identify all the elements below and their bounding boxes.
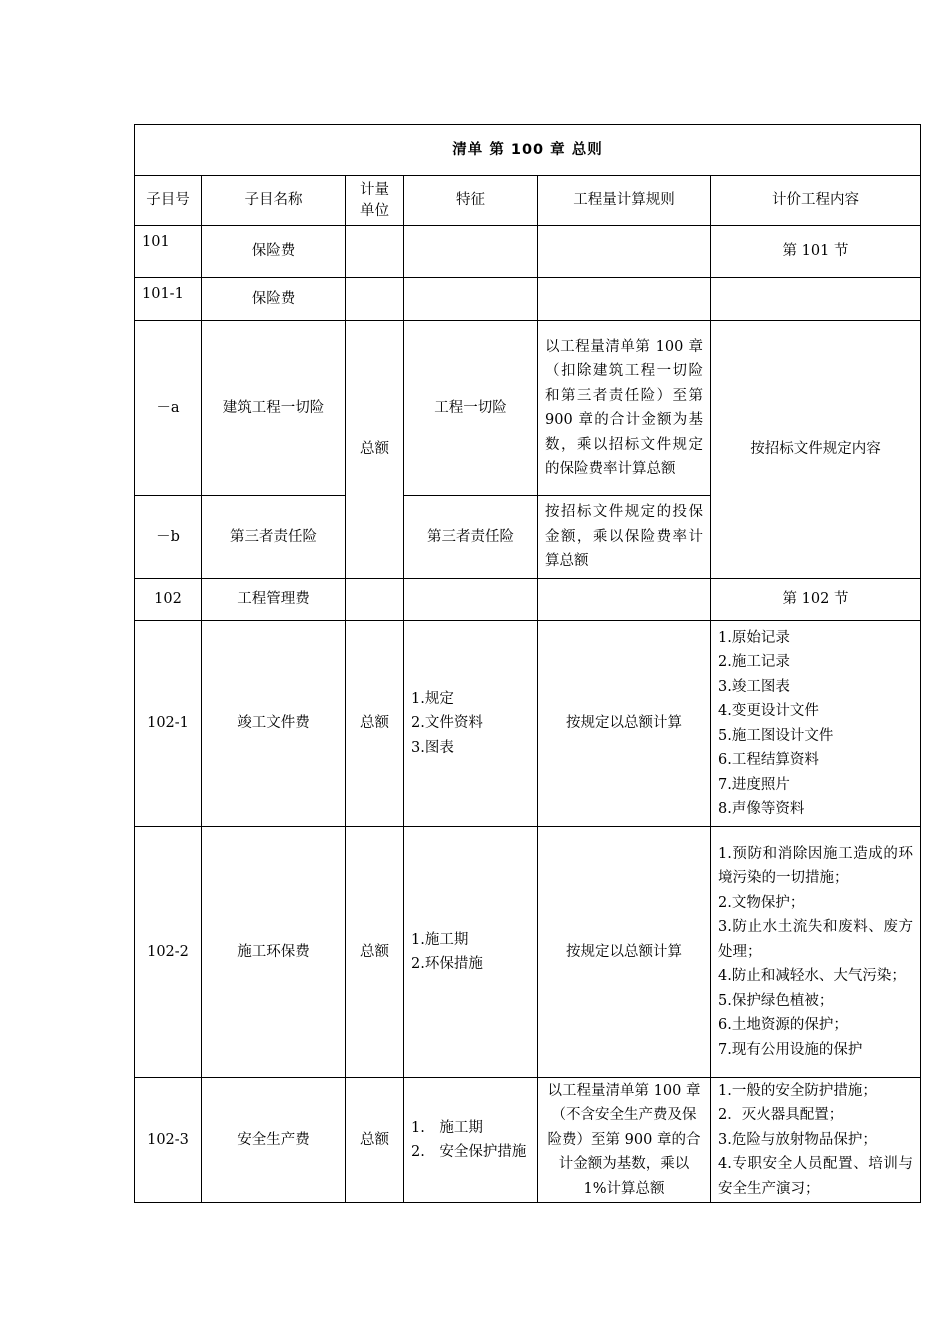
row-rule: 按招标文件规定的投保金额，乘以保险费率计算总额 <box>538 496 711 579</box>
row-name: 工程管理费 <box>202 579 346 621</box>
table-row <box>135 278 921 321</box>
list-item: 6.土地资源的保护； <box>718 1017 848 1034</box>
row-name: 施工环保费 <box>202 827 346 1078</box>
row-rule: 按规定以总额计算 <box>538 827 711 1078</box>
row-unit: 总额 <box>346 827 404 1078</box>
row-code: 102 <box>135 579 202 621</box>
row-code: －b <box>135 496 202 579</box>
header-feature: 特征 <box>404 176 538 226</box>
row-code: 101-1 <box>135 278 202 321</box>
list-item: 2.文件资料 <box>411 715 483 732</box>
bill-table <box>134 124 921 1203</box>
header-row <box>135 176 921 226</box>
list-item: 2.环保措施 <box>411 956 483 972</box>
row-unit: 总额 <box>346 321 404 579</box>
row-unit: 总额 <box>346 1078 404 1203</box>
header-rule: 工程量计算规则 <box>538 176 711 226</box>
list-item: 1. 施工期 <box>411 1119 483 1136</box>
list-item: 1.预防和消除因施工造成的环境污染的一切措施； <box>718 845 913 887</box>
table-row <box>135 621 921 827</box>
list-item: 3.竣工图表 <box>718 678 790 695</box>
row-rule: 以工程量清单第 100 章（扣除建筑工程一切险和第三者责任险）至第 900 章的合计金额为基数，乘以招标文件规定的保险费率计算总额 <box>538 321 711 496</box>
header-content: 计价工程内容 <box>711 176 921 226</box>
list-item: 2．灭火器具配置； <box>718 1107 844 1124</box>
list-item: 1.规定 <box>411 690 454 707</box>
table-row <box>135 579 921 621</box>
list-item: 6.工程结算资料 <box>718 752 819 768</box>
row-name: 第三者责任险 <box>202 496 346 579</box>
row-unit <box>346 226 404 278</box>
row-unit <box>346 278 404 321</box>
row-name: 保险费 <box>202 226 346 278</box>
list-item: 1.施工期 <box>411 931 469 948</box>
row-feature <box>404 827 538 1078</box>
row-content <box>711 1078 921 1203</box>
header-unit: 计量单位 <box>346 176 404 226</box>
row-feature: 第三者责任险 <box>404 496 538 579</box>
row-name: 安全生产费 <box>202 1078 346 1203</box>
row-content <box>711 827 921 1078</box>
list-item: 2. 安全保护措施 <box>411 1144 527 1160</box>
list-item: 3.防止水土流失和废料、废方处理； <box>718 919 913 960</box>
list-item: 5.保护绿色植被； <box>718 992 834 1009</box>
list-item: 2.施工记录 <box>718 654 790 670</box>
row-content: 按招标文件规定内容 <box>711 321 921 579</box>
row-unit <box>346 579 404 621</box>
row-code: 102-2 <box>135 827 202 1078</box>
header-code: 子目号 <box>135 176 202 226</box>
row-unit: 总额 <box>346 621 404 827</box>
row-content <box>711 278 921 321</box>
list-item: 1.一般的安全防护措施； <box>718 1082 877 1099</box>
row-code: 102-3 <box>135 1078 202 1203</box>
row-feature <box>404 278 538 321</box>
list-item: 4.变更设计文件 <box>718 703 819 719</box>
row-name: 保险费 <box>202 278 346 321</box>
row-feature <box>404 226 538 278</box>
header-name: 子目名称 <box>202 176 346 226</box>
list-item: 8.声像等资料 <box>718 801 805 817</box>
list-item: 3.危险与放射物品保护； <box>718 1131 877 1148</box>
row-feature <box>404 579 538 621</box>
row-rule <box>538 226 711 278</box>
row-rule <box>538 579 711 621</box>
row-content: 第 101 节 <box>711 226 921 278</box>
list-item: 7.现有公用设施的保护 <box>718 1041 863 1058</box>
list-item: 7.进度照片 <box>718 776 790 793</box>
row-feature <box>404 621 538 827</box>
list-item: 5.施工图设计文件 <box>718 727 834 744</box>
row-content <box>711 621 921 827</box>
row-rule: 按规定以总额计算 <box>538 621 711 827</box>
list-item: 4.专职安全人员配置、培训与安全生产演习； <box>718 1156 913 1197</box>
row-code: －a <box>135 321 202 496</box>
list-item: 1.原始记录 <box>718 629 790 646</box>
row-code: 102-1 <box>135 621 202 827</box>
row-name: 建筑工程一切险 <box>202 321 346 496</box>
list-item: 3.图表 <box>411 739 454 756</box>
row-code: 101 <box>135 226 202 278</box>
table-row <box>135 321 921 496</box>
row-rule: 以工程量清单第 100 章（不含安全生产费及保险费）至第 900 章的合计金额为基数，乘以 1%计算总额 <box>538 1078 711 1203</box>
list-item: 2.文物保护； <box>718 894 805 911</box>
row-content: 第 102 节 <box>711 579 921 621</box>
table-row <box>135 1078 921 1203</box>
table-row <box>135 827 921 1078</box>
row-rule <box>538 278 711 321</box>
table-title: 清单 第 100 章 总则 <box>135 125 921 176</box>
list-item: 4.防止和减轻水、大气污染； <box>718 968 906 985</box>
row-name: 竣工文件费 <box>202 621 346 827</box>
row-feature <box>404 1078 538 1203</box>
table-row <box>135 226 921 278</box>
row-feature: 工程一切险 <box>404 321 538 496</box>
